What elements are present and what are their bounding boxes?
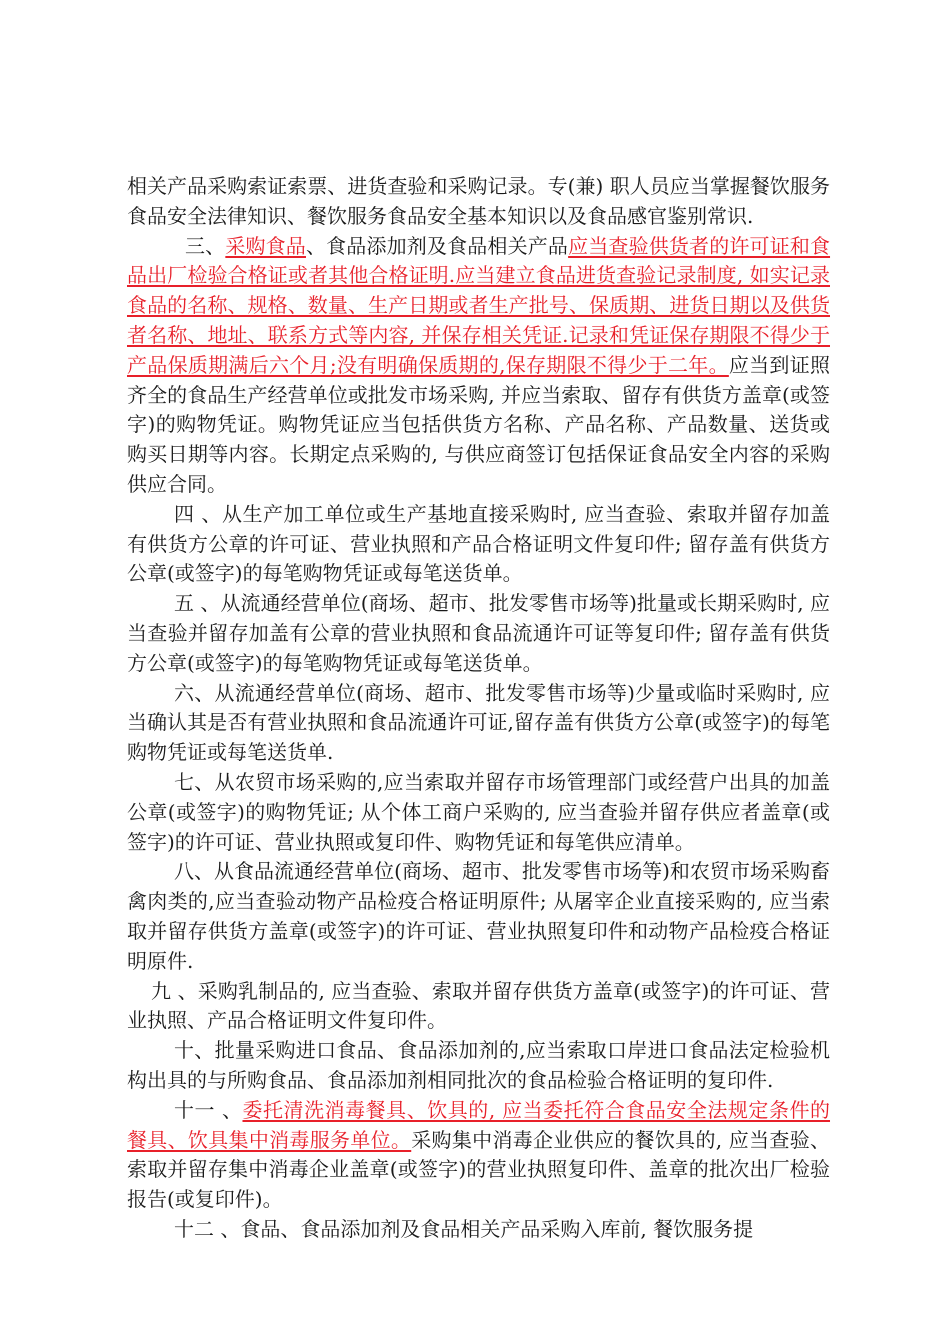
highlight-disinfection: 委托清洗消毒餐具、饮具的, 应当委托符合食品安全法规定条件的餐具、饮具集中消毒服务单位。 [127,1097,831,1152]
paragraph-3-number: 三、 [185,233,226,258]
paragraph-8: 八、从食品流通经营单位(商场、超市、批发零售市场等)和农贸市场采购畜禽肉类的,应当查验动物产品检疫合格证明原件; 从屠宰企业直接采购的, 应当索取并留存供货方盖章(或签字)的许可证、营业执照复印件和动物产品检疫合格证明原件. [127,859,830,973]
paragraph-intro: 相关产品采购索证索票、进货查验和采购记录。专(兼) 职人员应当掌握餐饮服务食品安全法律知识、餐饮服务食品安全基本知识以及食品感官鉴别常识. [127,174,830,228]
paragraph-7: 七、从农贸市场采购的,应当索取并留存市场管理部门或经营户出具的加盖公章(或签字)的购物凭证; 从个体工商户采购的, 应当查验并留存供应者盖章(或签字)的许可证、营业执照或复印件、购物凭证和每笔供应清单。 [127,769,830,854]
paragraph-6: 六、从流通经营单位(商场、超市、批发零售市场等)少量或临时采购时, 应当确认其是否有营业执照和食品流通许可证,留存盖有供货方公章(或签字)的每笔购物凭证或每笔送货单. [127,680,830,765]
document-page [127,172,830,1245]
highlight-inspection-requirements: 应当查验供货者的许可证和食品出厂检验合格证或者其他合格证明.应当建立食品进货查验记录制度, 如实记录食品的名称、规格、数量、生产日期或者生产批号、保质期、进货日期以及供货者名称、地址、联系方式等内容, 并保存相关凭证.记录和凭证保存期限不得少于产品保质期满后六个月;没有明确保质期的,保存期限不得少于二年。 [127,233,831,377]
paragraph-3-middle: 、食品添加剂及食品相关产品 [305,233,569,258]
paragraph-4: 四 、从生产加工单位或生产基地直接采购时, 应当查验、索取并留存加盖有供货方公章的许可证、营业执照和产品合格证明文件复印件; 留存盖有供货方公章(或签字)的每笔购物凭证或每笔送货单。 [127,501,830,586]
paragraph-3-rest: 应当到证照齐全的食品生产经营单位或批发市场采购, 并应当索取、留存有供货方盖章(或签字)的购物凭证。购物凭证应当包括供货方名称、产品名称、产品数量、送货或购买日期等内容。长期定点采购的, 与供应商签订包括保证食品安全内容的采购供应合同。 [127,352,830,496]
paragraph-11-number: 十一 、 [174,1097,243,1122]
highlight-purchase-food: 采购食品 [225,233,306,258]
paragraph-10: 十、批量采购进口食品、食品添加剂的,应当索取口岸进口食品法定检验机构出具的与所购食品、食品添加剂相同批次的食品检验合格证明的复印件. [127,1038,830,1092]
paragraph-5: 五 、从流通经营单位(商场、超市、批发零售市场等)批量或长期采购时, 应当查验并留存加盖有公章的营业执照和食品流通许可证等复印件; 留存盖有供货方公章(或签字)的每笔购物凭证或每笔送货单。 [127,591,830,675]
paragraph-11 [127,1096,830,1215]
paragraph-12: 十二 、食品、食品添加剂及食品相关产品采购入库前, 餐饮服务提 [174,1216,754,1241]
paragraph-3 [127,232,830,500]
paragraph-9: 九 、采购乳制品的, 应当查验、索取并留存供货方盖章(或签字)的许可证、营业执照、产品合格证明文件复印件。 [127,978,830,1033]
paragraph-11-rest: 采购集中消毒企业供应的餐饮具的, 应当查验、索取并留存集中消毒企业盖章(或签字)的营业执照复印件、盖章的批次出厂检验报告(或复印件)。 [127,1127,830,1212]
